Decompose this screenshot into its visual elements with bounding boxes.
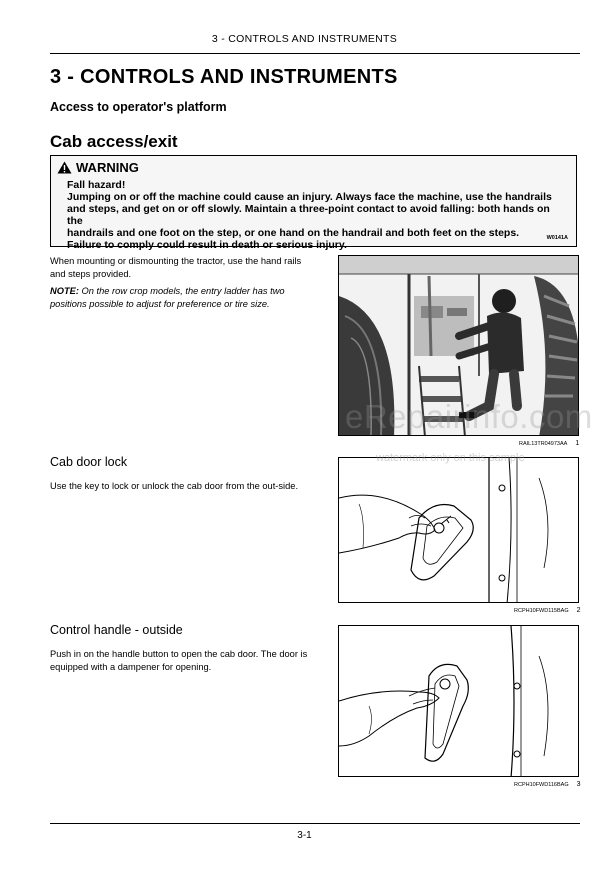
- warning-line: Fall hazard!: [67, 179, 126, 191]
- warning-line: handrails and one foot on the step, or one hand on the handrail and both feet on the steps.: [67, 227, 520, 239]
- cab-access-text: When mounting or dismounting the tractor, use the hand rails and steps provided.: [50, 256, 302, 279]
- figure-code: RCPH10FWD115BAG: [514, 608, 569, 614]
- warning-box: [50, 155, 577, 251]
- figure-cab-door-lock: [338, 457, 579, 603]
- section-title-control-handle: Control handle - outside: [50, 623, 183, 637]
- warning-label: WARNING: [76, 160, 139, 175]
- figure-1-caption: [519, 440, 579, 447]
- warning-line: Failure to comply could result in death or serious injury.: [67, 239, 347, 251]
- figure-2-caption: [514, 607, 581, 614]
- figure-code: RAIL13TR04973AA: [519, 441, 568, 447]
- control-handle-text: Push in on the handle button to open the cab door. The door is equipped with a dampener for opening.: [50, 649, 308, 672]
- figure-number: 3: [576, 781, 581, 788]
- section-title-cab-access: Cab access/exit: [50, 132, 178, 151]
- figure-code: RCPH10FWD116BAG: [514, 782, 569, 788]
- chapter-subtitle: Access to operator's platform: [50, 100, 227, 114]
- running-header: 3 - CONTROLS AND INSTRUMENTS: [211, 33, 398, 45]
- warning-line: Jumping on or off the machine could cause an injury. Always face the machine, use the handrails: [67, 191, 552, 203]
- chapter-title: 3 - CONTROLS AND INSTRUMENTS: [50, 66, 398, 88]
- cab-access-note: [50, 285, 312, 310]
- warning-line: and steps, and get on or off slowly. Maintain a three-point contact to avoid falling: both hands on the: [67, 203, 550, 227]
- header-rule: [50, 53, 580, 54]
- warning-header: [57, 160, 139, 175]
- watermark-subtext: watermark only on this sample: [376, 452, 525, 464]
- section-title-cab-door-lock: Cab door lock: [50, 455, 128, 469]
- note-label: NOTE:: [50, 286, 79, 296]
- footer-rule: [50, 823, 580, 824]
- figure-number: 1: [575, 440, 580, 447]
- warning-code: W0141A: [546, 235, 568, 241]
- figure-number: 2: [576, 607, 581, 614]
- cab-door-lock-text: Use the key to lock or unlock the cab door from the out-side.: [50, 481, 299, 491]
- warning-triangle-icon: [57, 161, 72, 174]
- note-text: On the row crop models, the entry ladder has two positions possible to adjust for preference or tire size.: [50, 286, 285, 309]
- figure-3-caption: [514, 781, 581, 788]
- warning-body: [67, 179, 567, 251]
- watermark-text: eRepairinfo.com: [345, 398, 593, 435]
- figure-control-handle: [338, 625, 579, 777]
- page-number: 3-1: [297, 830, 312, 841]
